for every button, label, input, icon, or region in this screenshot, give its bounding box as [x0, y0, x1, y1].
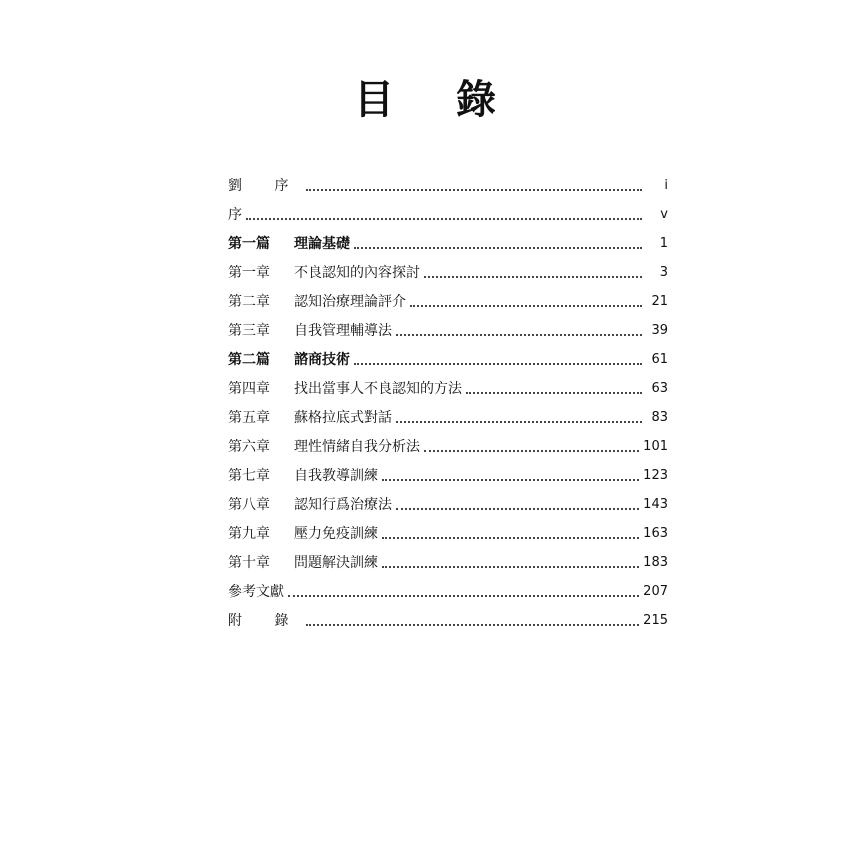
toc-row: [228, 253, 668, 282]
toc-entry-title: [228, 177, 302, 195]
page-title: 目 錄: [354, 77, 520, 123]
dot-leader: [246, 218, 642, 220]
toc-entry-label: 找出當事人不良認知的方法: [294, 381, 462, 397]
toc-entry-title: [228, 206, 242, 224]
toc-entry-label: 認知治療理論評介: [294, 294, 406, 310]
dot-leader: [354, 363, 642, 365]
toc-chapter-number: 第九章: [228, 526, 270, 542]
dot-leader: [410, 305, 642, 307]
table-of-contents: [228, 166, 668, 630]
toc-chapter-number: 第四章: [228, 381, 270, 397]
toc-chapter-number: 第一章: [228, 265, 270, 281]
toc-chapter-number: 第二篇: [228, 352, 270, 368]
toc-page-number: 163: [643, 526, 668, 541]
toc-entry-title: [228, 496, 392, 514]
toc-entry-label: 不良認知的內容探討: [294, 265, 420, 281]
toc-entry-title: [228, 322, 392, 340]
toc-row: [228, 166, 668, 195]
toc-page-number: 63: [651, 381, 668, 396]
toc-page-number: v: [660, 207, 668, 222]
toc-entry-label: 序: [228, 207, 242, 223]
toc-chapter-number: 第八章: [228, 497, 270, 513]
toc-page-number: 39: [651, 323, 668, 338]
toc-entry-title: [228, 525, 378, 543]
toc-row: [228, 572, 668, 601]
toc-row: [228, 311, 668, 340]
toc-entry-label: 參考文獻: [228, 584, 284, 600]
toc-row: [228, 427, 668, 456]
toc-entry-label: 問題解決訓練: [294, 555, 378, 571]
toc-row: [228, 340, 668, 369]
dot-leader: [424, 276, 642, 278]
dot-leader: [396, 508, 639, 510]
dot-leader: [466, 392, 642, 394]
toc-entry-title: [228, 438, 420, 456]
toc-page-number: 83: [651, 410, 668, 425]
toc-row: [228, 369, 668, 398]
dot-leader: [382, 537, 639, 539]
toc-row: [228, 485, 668, 514]
toc-row: [228, 601, 668, 630]
toc-entry-title: [228, 409, 392, 427]
dot-leader: [382, 479, 639, 481]
toc-entry-title: [228, 554, 378, 572]
toc-entry-title: [228, 583, 284, 601]
toc-page-number: 143: [643, 497, 668, 512]
toc-page-number: 1: [659, 236, 668, 251]
toc-page-number: i: [664, 178, 668, 193]
toc-entry-label: 理論基礎: [294, 236, 350, 252]
dot-leader: [396, 334, 642, 336]
toc-entry-label: 附 錄: [228, 613, 303, 629]
dot-leader: [382, 566, 639, 568]
toc-entry-label: 認知行爲治療法: [294, 497, 392, 513]
toc-page-number: 215: [643, 613, 668, 628]
toc-entry-title: [228, 380, 462, 398]
toc-page-number: 3: [659, 265, 668, 280]
toc-row: [228, 224, 668, 253]
toc-chapter-number: 第五章: [228, 410, 270, 426]
toc-row: [228, 195, 668, 224]
dot-leader: [354, 247, 642, 249]
dot-leader: [396, 421, 642, 423]
toc-entry-title: [228, 293, 406, 311]
toc-page-number: 207: [643, 584, 668, 599]
toc-row: [228, 543, 668, 572]
toc-entry-title: [228, 235, 350, 253]
toc-page-number: 21: [651, 294, 668, 309]
toc-row: [228, 282, 668, 311]
toc-chapter-number: 第三章: [228, 323, 270, 339]
toc-row: [228, 398, 668, 427]
toc-chapter-number: 第十章: [228, 555, 270, 571]
toc-page-number: 183: [643, 555, 668, 570]
toc-page-number: 123: [643, 468, 668, 483]
toc-page-number: 61: [651, 352, 668, 367]
toc-chapter-number: 第一篇: [228, 236, 270, 252]
toc-entry-label: 壓力免疫訓練: [294, 526, 378, 542]
toc-entry-label: 自我管理輔導法: [294, 323, 392, 339]
toc-entry-label: 劉 序: [228, 178, 303, 194]
toc-entry-label: 蘇格拉底式對話: [294, 410, 392, 426]
toc-entry-label: 諮商技術: [294, 352, 350, 368]
toc-entry-title: [228, 612, 302, 630]
toc-row: [228, 456, 668, 485]
toc-entry-label: 理性情緒自我分析法: [294, 439, 420, 455]
dot-leader: [306, 624, 639, 626]
toc-row: [228, 514, 668, 543]
toc-entry-title: [228, 467, 378, 485]
toc-chapter-number: 第七章: [228, 468, 270, 484]
dot-leader: [306, 189, 642, 191]
dot-leader: [424, 450, 639, 452]
toc-entry-title: [228, 264, 420, 282]
toc-page-number: 101: [643, 439, 668, 454]
toc-chapter-number: 第六章: [228, 439, 270, 455]
dot-leader: [288, 595, 639, 597]
toc-entry-title: [228, 351, 350, 369]
toc-chapter-number: 第二章: [228, 294, 270, 310]
toc-entry-label: 自我教導訓練: [294, 468, 378, 484]
